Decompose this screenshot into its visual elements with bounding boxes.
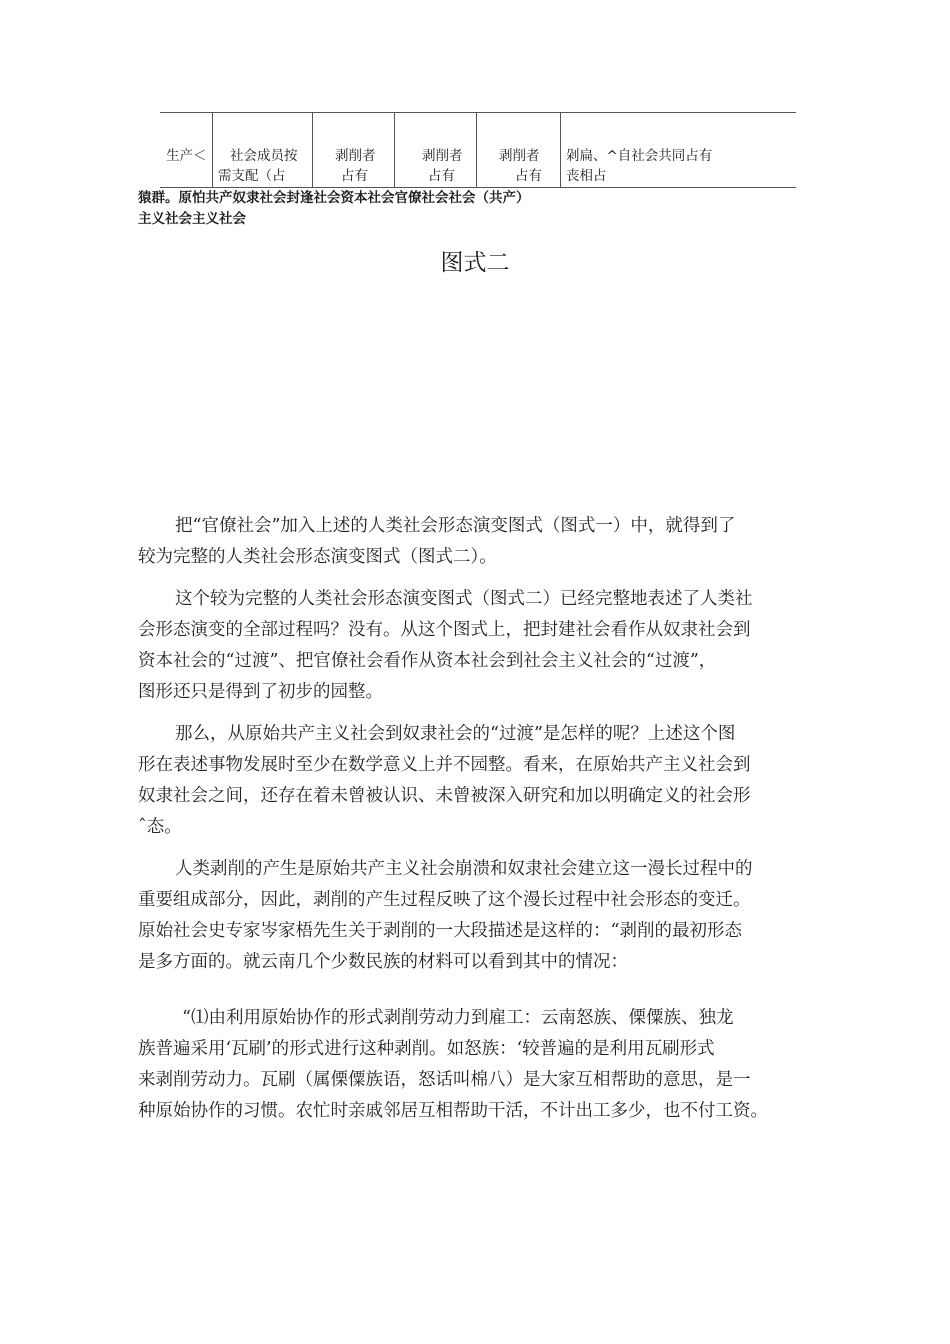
text-line: 种原始协作的习惯。农忙时亲戚邻居互相帮助干活，不计出工多少，也不付工资。 [138, 1101, 768, 1121]
text-line: ˆ态。 [138, 817, 182, 837]
social-forms-table [160, 112, 796, 188]
table-cell-line: 剁扁、^自社会共同占有 [566, 148, 713, 164]
table-cell-line: 丧相占 [566, 168, 607, 184]
table-cell-line: 社会成员按 [230, 148, 298, 164]
text-line: “⑴由利用原始协作的形式剥削劳动力到雇工：云南怒族、傈僳族、独龙 [182, 1008, 734, 1028]
text-line: 奴隶社会之间，还存在着未曾被认识、未曾被深入研究和加以明确定义的社会形 [138, 786, 751, 806]
table-cell-line: 占有 [428, 168, 455, 184]
table-cell-line: 占有 [515, 168, 542, 184]
table-cell [499, 146, 559, 186]
block-quote [138, 1003, 828, 1127]
text-line: 会形态演变的全部过程吗？没有。从这个图式上，把封建社会看作从奴隶社会到 [138, 620, 751, 640]
paragraph [138, 511, 828, 573]
text-line: 原始社会史专家岑家梧先生关于剥削的一大段描述是这样的：“剥削的最初形态 [138, 921, 742, 941]
paragraph [138, 584, 828, 708]
text-line: 图形还只是得到了初步的园整。 [138, 682, 383, 702]
text-line: 重要组成部分，因此，剥削的产生过程反映了这个漫长过程中社会形态的变迁。 [138, 890, 751, 910]
text-line: 资本社会的“过渡”、把官僚社会看作从资本社会到社会主义社会的“过渡”， [138, 651, 717, 671]
table-cell-line: 占有 [341, 168, 368, 184]
table-divider [312, 112, 313, 188]
text-line: 那么，从原始共产主义社会到奴隶社会的“过渡”是怎样的呢？上述这个图 [175, 724, 736, 744]
table-row-label: 生产＜ [166, 148, 207, 164]
text-line: 形在表述事物发展时至少在数学意义上并不园整。看来，在原始共产主义社会到 [138, 755, 751, 775]
table-cell [218, 146, 308, 186]
paragraph [138, 719, 828, 843]
table-cell-line: 需支配（占 [218, 168, 286, 184]
paragraph [138, 854, 828, 978]
table-cell [566, 146, 794, 186]
table-bottom-rule [160, 187, 796, 188]
text-line: 较为完整的人类社会形态演变图式（图式二）。 [138, 547, 497, 567]
table-cell-line: 剥削者 [335, 148, 376, 164]
table-cell-line: 剥削者 [499, 148, 540, 164]
text-line: 族普遍采用‘瓦刷’的形式进行这种剥削。如怒族：‘较普遍的是利用瓦刷形式 [138, 1039, 715, 1059]
table-divider [476, 112, 477, 188]
table-cell-line: 剥削者 [422, 148, 463, 164]
table-divider [560, 112, 561, 188]
table-cell [335, 146, 393, 186]
figure-title: 图式二 [440, 250, 510, 276]
text-line: 是多方面的。就云南几个少数民族的材料可以看到其中的情况： [138, 952, 628, 972]
text-line: 人类剥削的产生是原始共产主义社会崩溃和奴隶社会建立这一漫长过程中的 [175, 859, 753, 879]
body-text [138, 511, 828, 1127]
table-caption-line: 主义社会主义社会 [138, 211, 246, 227]
table-cell [422, 146, 476, 186]
text-line: 来剥削劳动力。瓦刷（属傈僳族语，怒话叫棉八）是大家互相帮助的意思，是一 [138, 1070, 751, 1090]
table-divider [394, 112, 395, 188]
table-caption-line: 猿群。原怕共产奴隶社会封逢社会资本社会官僚社会社会（共产） [138, 190, 530, 206]
text-line: 把“官僚社会”加入上述的人类社会形态演变图式（图式一）中，就得到了 [175, 516, 736, 536]
table-top-rule [160, 112, 796, 113]
text-line: 这个较为完整的人类社会形态演变图式（图式二）已经完整地表述了人类社 [175, 589, 753, 609]
